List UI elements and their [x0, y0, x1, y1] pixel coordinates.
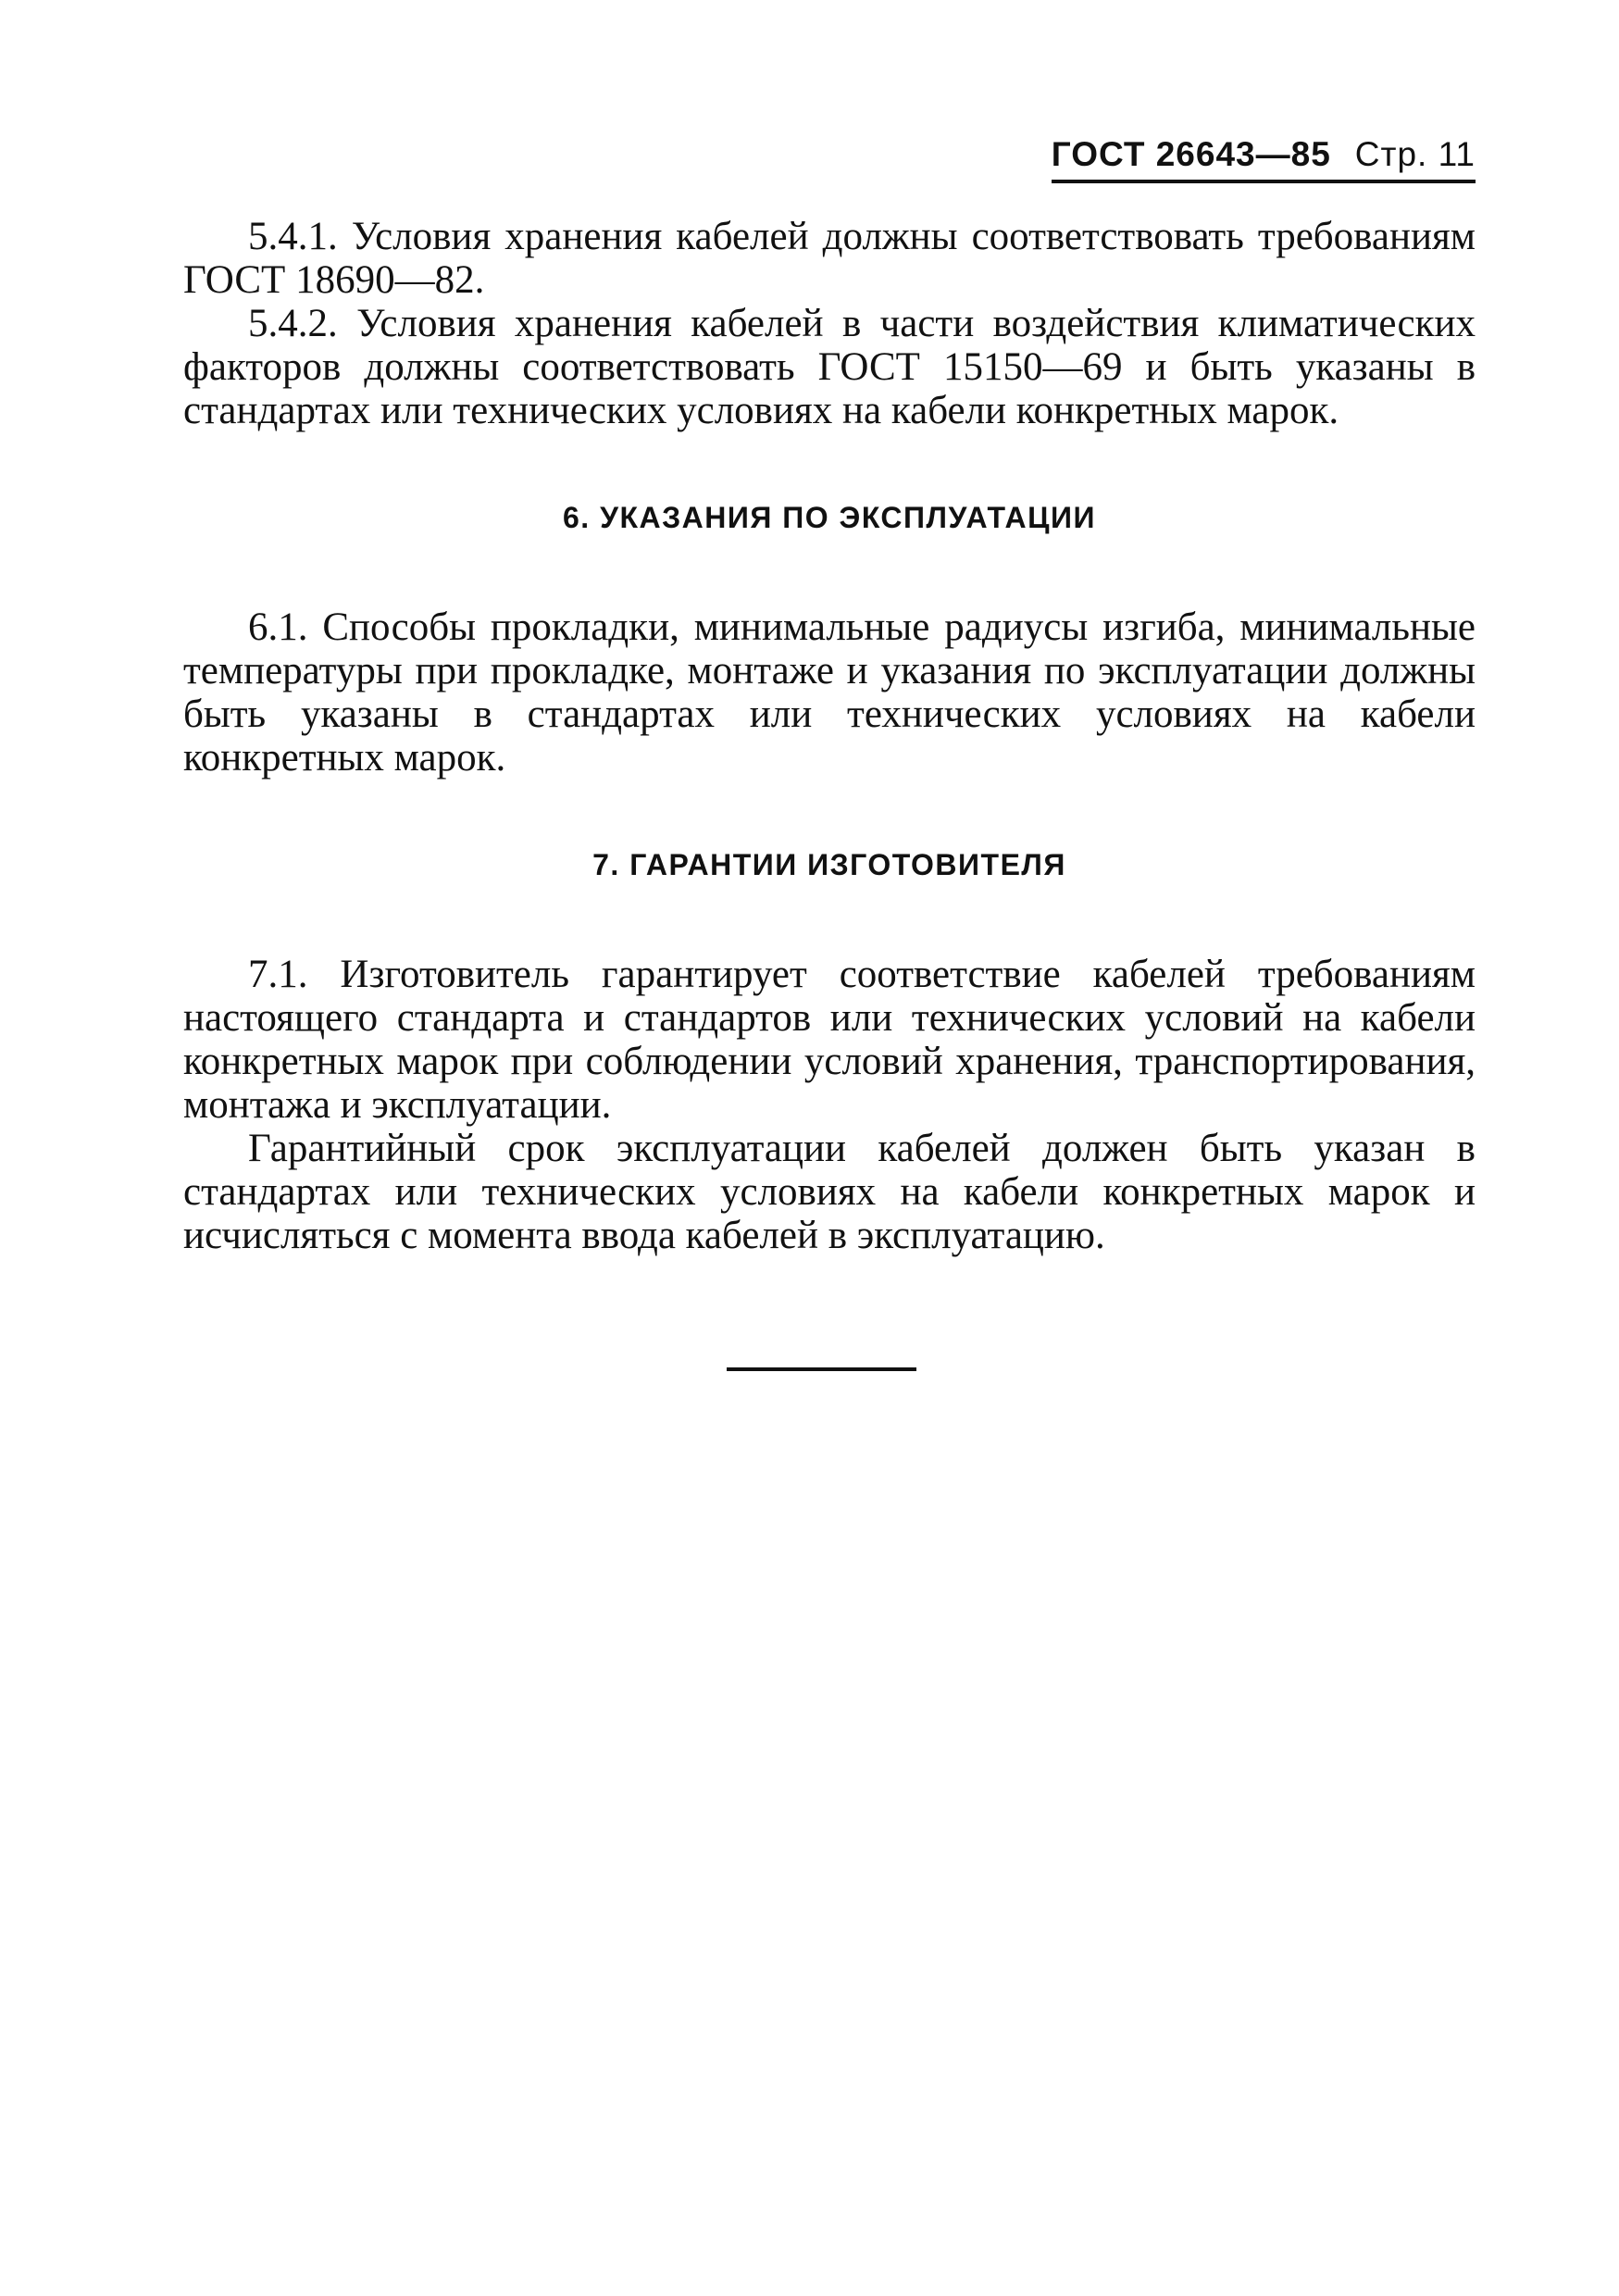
page-header: [1052, 135, 1476, 183]
paragraph-warranty-term: Гарантийный срок эксплуатации кабелей должен быть указан в стандартах или технических условиях на кабели конкретных марок и исчисляться с момента ввода кабелей в эксплуатацию.: [183, 1127, 1476, 1257]
paragraph-5-4-2: 5.4.2. Условия хранения кабелей в части воздействия климатических факторов должны соответствовать ГОСТ 15150—69 и быть указаны в стандартах или технических условиях на кабели конкретных марок.: [183, 302, 1476, 432]
paragraph-6-1: 6.1. Способы прокладки, минимальные радиусы изгиба, минимальные температуры при прокладке, монтаже и указания по эксплуатации должны быть указаны в стандартах или технических условиях на кабели конкретных марок.: [183, 605, 1476, 780]
standard-number: ГОСТ 26643—85: [1051, 135, 1331, 173]
page-number: Стр. 11: [1354, 135, 1476, 173]
section-6-title: 6. УКАЗАНИЯ ПО ЭКСПЛУАТАЦИИ: [562, 501, 1097, 534]
section-7-title: 7. ГАРАНТИИ ИЗГОТОВИТЕЛЯ: [592, 848, 1066, 881]
paragraph-7-1: 7.1. Изготовитель гарантирует соответствие кабелей требованиям настоящего стандарта и стандартов или технических условий на кабели конкретных марок при соблюдении условий хранения, транспортирования, монтажа и эксплуатации.: [183, 953, 1476, 1127]
end-of-text-rule: [727, 1367, 916, 1371]
document-body: [183, 215, 1476, 1257]
paragraph-5-4-1: 5.4.1. Условия хранения кабелей должны соответствовать требованиям ГОСТ 18690—82.: [183, 215, 1476, 302]
